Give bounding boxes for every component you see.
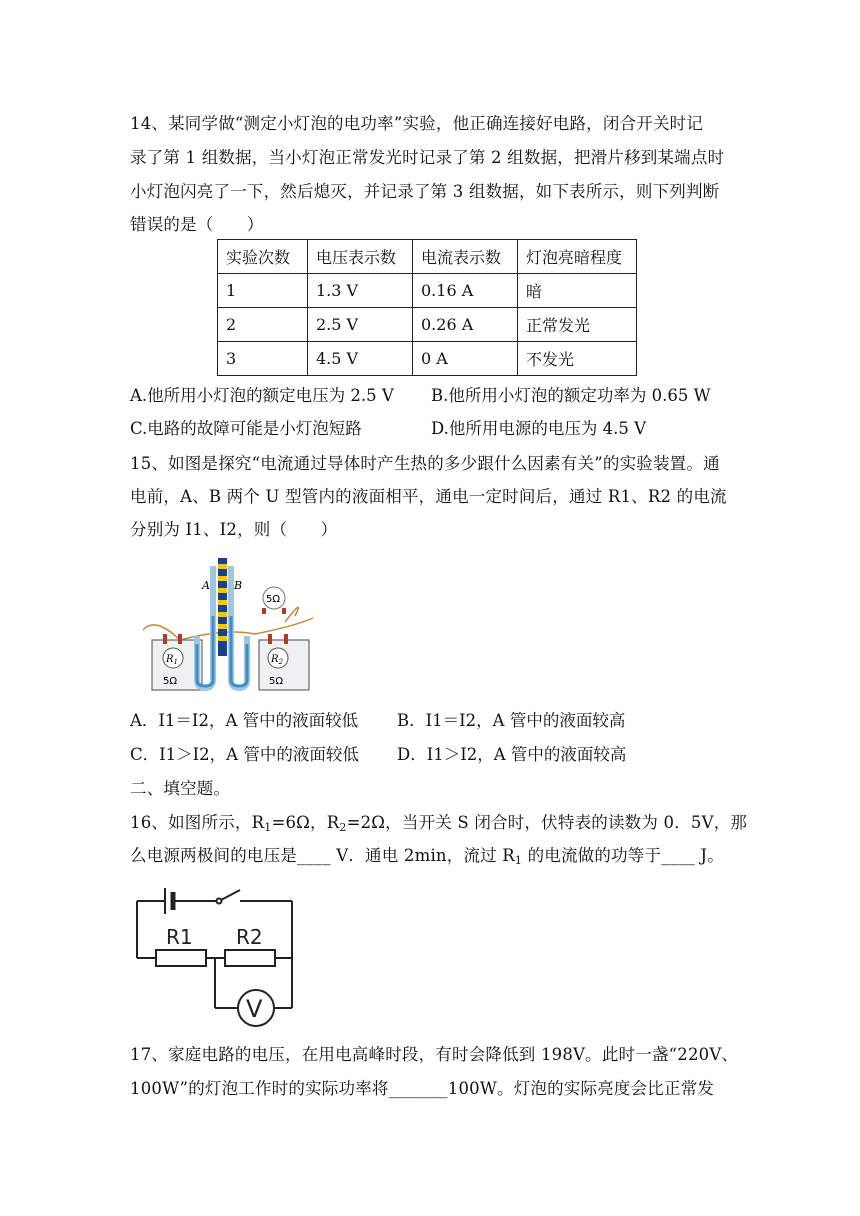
q16-line-2: 么电源两极间的电压是____ V．通电 2min，流过 $R_1$ 的电流做的功等于____ J。 — [130, 846, 724, 867]
q15-apparatus-figure — [135, 556, 335, 696]
q15-option-d: D．I1＞I2，A 管中的液面较高 — [397, 745, 627, 764]
table-row — [218, 308, 637, 342]
table-header-cell: 电压表示数 — [308, 240, 413, 274]
table-cell: 1 — [218, 274, 308, 308]
q15-option-c: C．I1＞I2，A 管中的液面较低 — [130, 745, 359, 764]
q15-line-3: 分别为 I1、I2，则（ ） — [130, 520, 338, 539]
q14-line-4: 错误的是（ ） — [130, 215, 264, 234]
table-cell: 2.5 V — [308, 308, 413, 342]
table-cell: 0.16 A — [413, 274, 518, 308]
table-cell: 0.26 A — [413, 308, 518, 342]
tube-b-label: B — [234, 579, 243, 592]
voltmeter-label: V — [246, 995, 263, 1023]
table-header-cell: 实验次数 — [218, 240, 308, 274]
q15-line-2: 电前，A、B 两个 U 型管内的液面相平，通电一定时间后，通过 R1、R2 的电流 — [130, 487, 727, 506]
q16-line-1: 16、如图所示，$R_1=6\Omega$，$R_2=2\Omega$，当开关 S 闭合时，伏特表的读数为 0．5V，那 — [130, 813, 748, 834]
r1-label: $R_1$ — [166, 654, 178, 666]
q17-line-2: 100W”的灯泡工作时的实际功率将_______100W。灯泡的实际亮度会比正常发 — [130, 1079, 715, 1098]
section-title: 二、填空题。 — [130, 779, 231, 798]
q15-option-b: B．I1＝I2，A 管中的液面较高 — [397, 711, 626, 730]
r2-label: $R_2$ — [271, 654, 283, 666]
table-cell: 3 — [218, 342, 308, 376]
q16-circuit-figure — [130, 880, 300, 1030]
table-row — [218, 274, 637, 308]
table-cell: 不发光 — [518, 342, 637, 376]
q15-option-a: A．I1＝I2，A 管中的液面较低 — [130, 711, 359, 730]
q14-option-c: C.电路的故障可能是小灯泡短路 — [130, 419, 362, 438]
box1-value: 5Ω — [163, 676, 178, 687]
table-header-row — [218, 240, 637, 274]
r1-label: R1 — [166, 925, 193, 949]
table-cell: 正常发光 — [518, 308, 637, 342]
q15-line-1: 15、如图是探究“电流通过导体时产生热的多少跟什么因素有关”的实验装置。通 — [130, 454, 720, 473]
box2-value: 5Ω — [269, 676, 284, 687]
q14-option-a: A.他所用小灯泡的额定电压为 2.5 V — [130, 386, 394, 405]
table-header-cell: 电流表示数 — [413, 240, 518, 274]
table-cell: 0 A — [413, 342, 518, 376]
tube-a-label: A — [202, 579, 210, 592]
table-cell: 4.5 V — [308, 342, 413, 376]
table-row — [218, 342, 637, 376]
extra-resistor-value: 5Ω — [266, 594, 281, 605]
r2-label: R2 — [236, 925, 263, 949]
q14-option-b: B.他所用小灯泡的额定功率为 0.65 W — [431, 386, 711, 405]
q14-data-table — [217, 239, 637, 376]
table-header-cell: 灯泡亮暗程度 — [518, 240, 637, 274]
q14-option-d: D.他所用电源的电压为 4.5 V — [431, 419, 647, 438]
table-cell: 1.3 V — [308, 274, 413, 308]
q14-line-1: 14、某同学做“测定小灯泡的电功率”实验，他正确连接好电路，闭合开关时记 — [130, 114, 704, 133]
table-cell: 2 — [218, 308, 308, 342]
q17-line-1: 17、家庭电路的电压，在用电高峰时段，有时会降低到 198V。此时一盏“220V、 — [130, 1045, 739, 1064]
q14-line-2: 录了第 1 组数据，当小灯泡正常发光时记录了第 2 组数据，把滑片移到某端点时 — [130, 148, 725, 167]
q14-line-3: 小灯泡闪亮了一下，然后熄灭，并记录了第 3 组数据，如下表所示，则下列判断 — [130, 182, 720, 201]
table-cell: 暗 — [518, 274, 637, 308]
